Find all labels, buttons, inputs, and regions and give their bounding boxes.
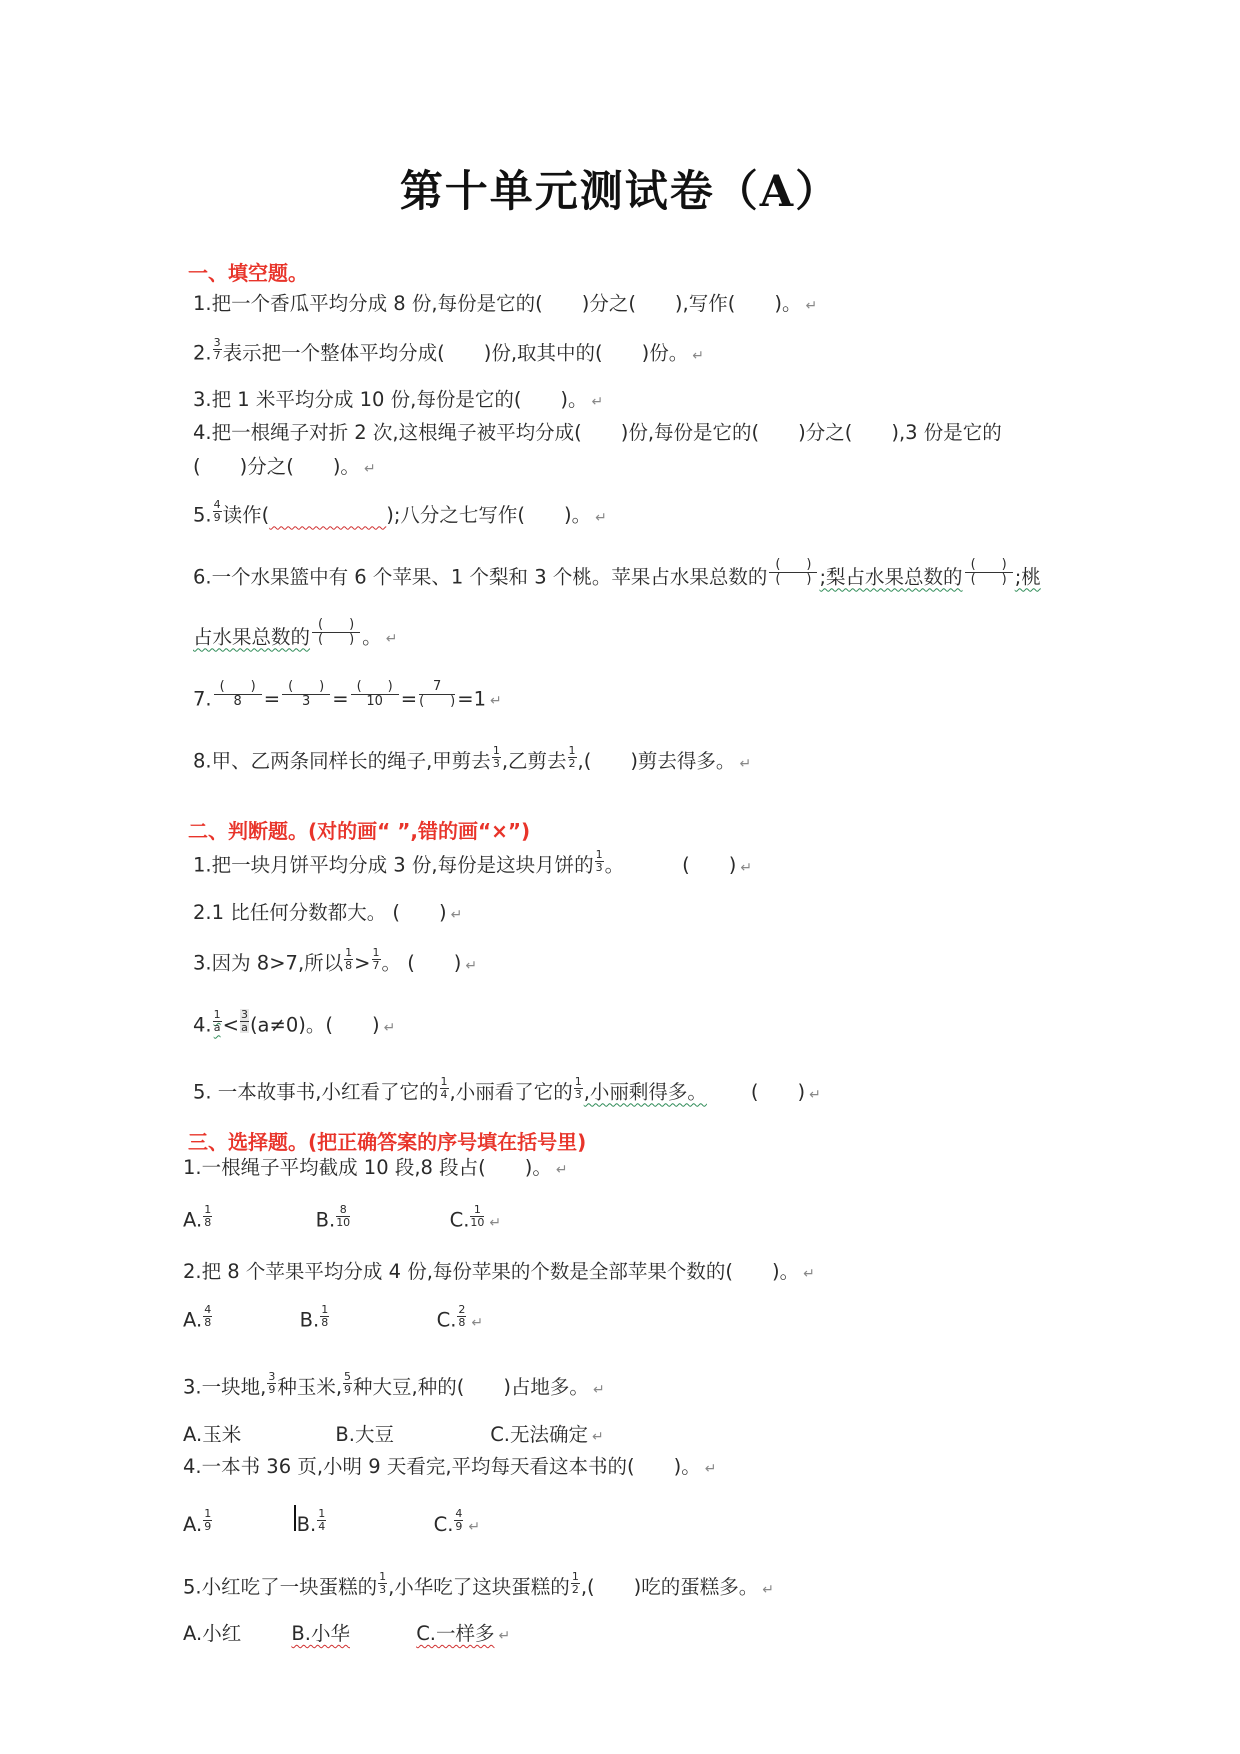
q3-item-2: 2.把 8 个苹果平均分成 4 份,每份苹果的个数是全部苹果个数的( )。 ↵ — [183, 1260, 815, 1283]
fraction: $\frac{4}{9}$ — [455, 1507, 463, 1533]
q2-item-3: 3.因为 8>7,所以 $\frac{1}{8}$ > $\frac{1}{7}$ 。 ( ) ↵ — [193, 946, 478, 975]
fraction: $\frac{1}{4}$ — [440, 1075, 448, 1101]
blank-fraction: ( ) 10 — [351, 680, 399, 710]
fraction: $\frac{1}{4}$ — [318, 1507, 326, 1533]
q1-item-3: 3.把 1 米平均分成 10 份,每份是它的( )。 ↵ — [193, 388, 604, 411]
q3-item-2-options: A. $\frac{4}{8}$ B. $\frac{1}{8}$ C. $\frac{2}{8}$ ↵ — [183, 1303, 484, 1332]
q3-item-3: 3.一块地, $\frac{3}{9}$ 种玉米, $\frac{5}{9}$ 种大豆,种的( )占地多。 ↵ — [183, 1370, 605, 1399]
fraction: $\frac{1}{3}$ — [595, 848, 603, 874]
blank-fraction: ( ) 3 — [282, 680, 330, 710]
fraction: $\frac{3}{7}$ — [213, 336, 221, 362]
q3-item-3-options: A.玉米 B.大豆 C.无法确定 ↵ — [183, 1423, 604, 1446]
section-true-false: 二、判断题。(对的画“ ”,错的画“×”) — [188, 819, 531, 843]
q3-item-4-options: A. $\frac{1}{9}$ B. $\frac{1}{4}$ C. $\frac{4}{9}$ ↵ — [183, 1505, 480, 1535]
blank-fraction: ( ) ( ) — [312, 618, 360, 648]
fraction: $\frac{3}{9}$ — [268, 1370, 276, 1396]
fraction: $\frac{1}{3}$ — [574, 1075, 582, 1101]
fraction: $\frac{5}{9}$ — [344, 1370, 352, 1396]
fraction: $\frac{1}{2}$ — [571, 1570, 579, 1596]
blank-fraction: 7 ( ) — [419, 679, 456, 710]
fraction: $\frac{1}{10}$ — [470, 1203, 485, 1229]
fraction: $\frac{8}{10}$ — [336, 1203, 351, 1229]
blank-fraction: ( ) ( ) — [769, 558, 817, 588]
q1-item-7: 7. ( ) 8 = ( ) 3 = ( ) 10 = 7 ( ) =1 ↵ — [193, 679, 502, 711]
q2-item-1: 1.把一块月饼平均分成 3 份,每份是这块月饼的 $\frac{1}{3}$ 。 ( ) ↵ — [193, 848, 753, 877]
section-multiple-choice: 三、选择题。(把正确答案的序号填在括号里) — [188, 1130, 587, 1154]
page-title: 第十单元测试卷（A） — [399, 167, 841, 217]
fraction: $\frac{3}{a}$ — [240, 1008, 248, 1034]
q2-item-2: 2.1 比任何分数都大。 ( ) ↵ — [193, 901, 463, 924]
fraction: $\frac{1}{3}$ — [379, 1570, 387, 1596]
fraction: $\frac{4}{9}$ — [213, 498, 221, 524]
fraction: $\frac{1}{3}$ — [492, 744, 500, 770]
blank-fraction: ( ) 8 — [214, 680, 262, 710]
q3-item-4: 4.一本书 36 页,小明 9 天看完,平均每天看这本书的( )。 ↵ — [183, 1455, 717, 1478]
fraction: $\frac{4}{8}$ — [204, 1303, 212, 1329]
blank-fraction: ( ) ( ) — [965, 558, 1013, 588]
q1-item-8: 8.甲、乙两条同样长的绳子,甲剪去 $\frac{1}{3}$ ,乙剪去 $\frac{1}{2}$ ,( )剪去得多。 ↵ — [193, 744, 752, 773]
fraction: $\frac{1}{8}$ — [204, 1203, 212, 1229]
q1-item-6: 6.一个水果篮中有 6 个苹果、1 个梨和 3 个桃。苹果占水果总数的 ( ) ( ) ;梨占水果总数的 ( ) ( ) ;桃 — [193, 557, 1041, 589]
q3-item-1-options: A. $\frac{1}{8}$ B. $\frac{8}{10}$ C. $\frac{1}{10}$ ↵ — [183, 1203, 502, 1232]
q1-item-4: 4.把一根绳子对折 2 次,这根绳子被平均分成( )份,每份是它的( )分之( ),3 份是它的 — [193, 421, 1002, 444]
fraction: $\frac{1}{9}$ — [204, 1507, 212, 1533]
q1-item-4-cont: ( )分之( )。 ↵ — [193, 455, 376, 478]
fraction: $\frac{2}{8}$ — [458, 1303, 466, 1329]
q1-item-2: 2. $\frac{3}{7}$ 表示把一个整体平均分成( )份,取其中的( )份。 ↵ — [193, 336, 704, 365]
fraction: $\frac{1}{2}$ — [568, 744, 576, 770]
q2-item-5: 5. 一本故事书,小红看了它的 $\frac{1}{4}$ ,小丽看了它的 $\frac{1}{3}$ ,小丽剩得多。 ( ) ↵ — [193, 1075, 821, 1104]
q1-item-6-cont: 占水果总数的 ( ) ( ) 。 ↵ — [193, 617, 398, 649]
q2-item-4: 4. $\frac{1}{a}$ < $\frac{3}{a}$ (a≠0)。( ) ↵ — [193, 1008, 396, 1037]
q1-item-5: 5. $\frac{4}{9}$ 读作( );八分之七写作( )。 ↵ — [193, 498, 607, 527]
fraction: $\frac{1}{8}$ — [345, 946, 353, 972]
q1-item-1: 1.把一个香瓜平均分成 8 份,每份是它的( )分之( ),写作( )。 ↵ — [193, 292, 818, 315]
fraction: $\frac{1}{a}$ — [213, 1008, 221, 1034]
q3-item-5-options: A.小红 B.小华 C.一样多 ↵ — [183, 1622, 511, 1645]
section-fill-in: 一、填空题。 — [188, 261, 308, 285]
text-cursor — [294, 1505, 296, 1531]
fraction: $\frac{1}{8}$ — [321, 1303, 329, 1329]
fraction: $\frac{1}{7}$ — [372, 946, 380, 972]
q3-item-1: 1.一根绳子平均截成 10 段,8 段占( )。 ↵ — [183, 1156, 568, 1179]
q3-item-5: 5.小红吃了一块蛋糕的 $\frac{1}{3}$ ,小华吃了这块蛋糕的 $\frac{1}{2}$ ,( )吃的蛋糕多。 ↵ — [183, 1570, 774, 1599]
